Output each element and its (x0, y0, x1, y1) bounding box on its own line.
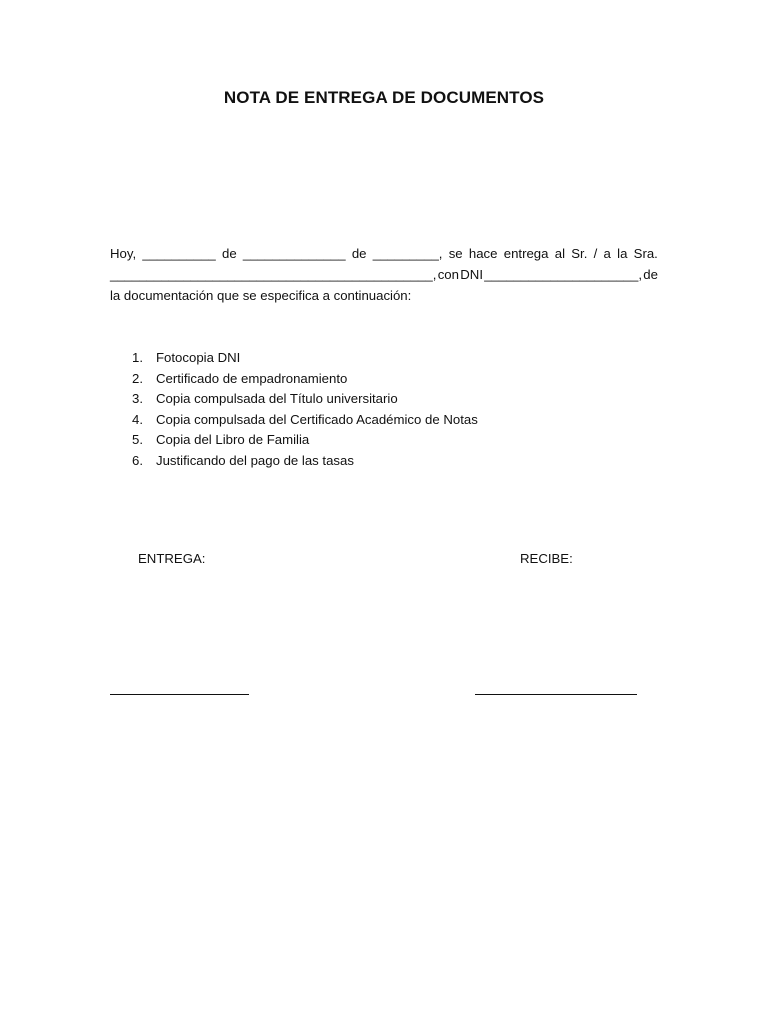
name-blank: ____________________________________________, (110, 267, 437, 282)
list-item-number: 5. (132, 432, 143, 448)
word: se (448, 246, 463, 261)
date-year-blank: _________, (372, 246, 443, 261)
document-title: NOTA DE ENTREGA DE DOCUMENTOS (223, 88, 545, 107)
word: de (221, 246, 237, 261)
list-item (132, 389, 478, 410)
word: / (593, 246, 598, 261)
word: al (554, 246, 565, 261)
entrega-label: ENTREGA: (138, 551, 206, 566)
list-item-text: Copia compulsada del Título universitario (156, 391, 398, 407)
list-item (132, 369, 478, 390)
paragraph-line-1 (110, 243, 658, 264)
word: de (351, 246, 367, 261)
paragraph-line-3: la documentación que se especifica a continuación: (110, 288, 412, 303)
entrega-signature-line (110, 694, 249, 695)
dni-blank: _____________________, (484, 267, 642, 282)
recibe-signature-line (475, 694, 637, 695)
delivery-paragraph (110, 243, 658, 306)
date-day-blank: __________ (142, 246, 216, 261)
paragraph-line-2 (110, 264, 658, 285)
word: Sra. (633, 246, 658, 261)
list-item-number: 6. (132, 452, 143, 468)
list-item-text: Certificado de empadronamiento (156, 370, 348, 386)
word: de (643, 267, 658, 282)
word: Sr. (571, 246, 588, 261)
word: Hoy, (110, 246, 137, 261)
list-item-number: 3. (132, 391, 143, 407)
list-item (132, 430, 478, 451)
date-month-blank: ______________ (242, 246, 346, 261)
word: con (437, 267, 459, 282)
document-list (132, 348, 478, 472)
list-item-text: Copia compulsada del Certificado Académico de Notas (156, 411, 478, 427)
word: a (603, 246, 611, 261)
list-item-text: Fotocopia DNI (156, 350, 241, 365)
word: entrega (503, 246, 549, 261)
list-item-number: 4. (132, 411, 143, 427)
recibe-label: RECIBE: (520, 551, 573, 566)
word: la (617, 246, 628, 261)
list-item-text: Justificando del pago de las tasas (156, 452, 354, 468)
word: DNI (460, 267, 483, 282)
list-item (132, 410, 478, 431)
list-item-number: 1. (132, 350, 143, 365)
list-item (132, 451, 478, 472)
list-item-text: Copia del Libro de Familia (156, 432, 310, 448)
list-item-number: 2. (132, 370, 143, 386)
word: hace (468, 246, 498, 261)
list-item (132, 348, 478, 369)
